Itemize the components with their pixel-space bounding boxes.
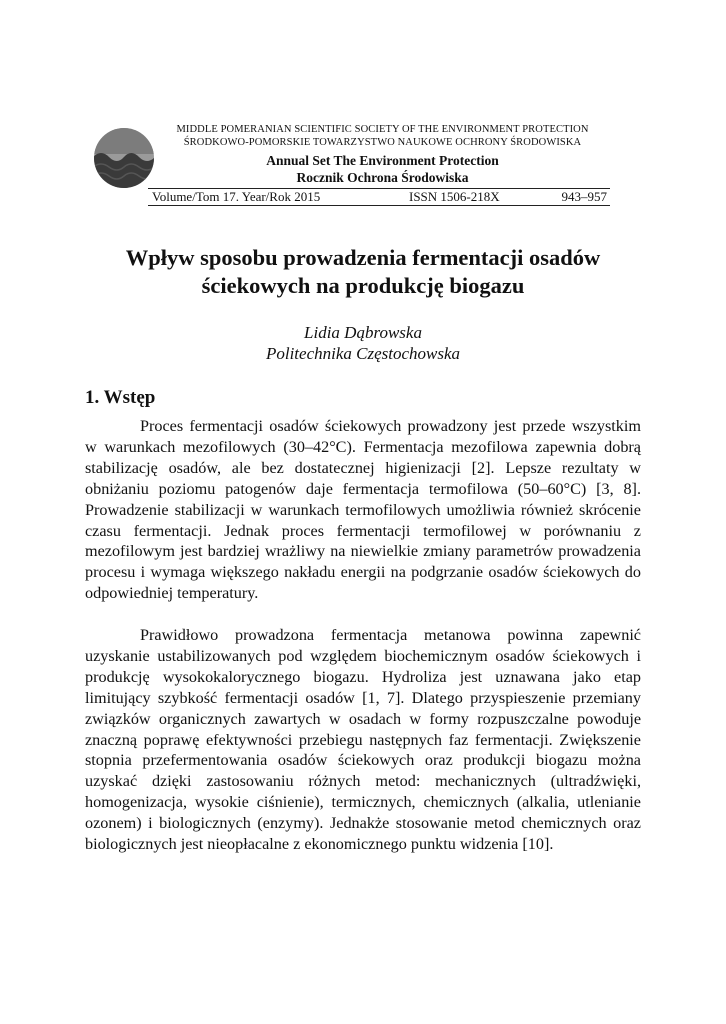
title-line-2: ściekowych na produkcję biogazu	[201, 273, 525, 298]
society-name-en: MIDDLE POMERANIAN SCIENTIFIC SOCIETY OF THE ENVIRONMENT PROTECTION	[176, 124, 589, 135]
page-range: 943–957	[561, 189, 607, 204]
section-heading: 1. Wstęp	[85, 387, 156, 408]
journal-names	[155, 152, 610, 186]
journal-name-en: Annual Set The Environment Protection	[266, 153, 499, 168]
paragraph-2: Prawidłowo prowadzona fermentacja metanowa powinna zapewnić uzyskanie ustabilizowanych pod względem biochemicznym osadów ściekowych i produkcję wysokokalorycznego biogazu. Hydroliza jest uznawana jako etap limitujący szybkość fermentacji osadów [1, 7]. Dlatego przyspieszenie przemiany związków organicznych zawartych w osadach w formy rozpuszczalne powoduje znaczną poprawę efektywności przebiegu następnych faz fermentacji. Zwiększenie stopnia przefermentowania osadów ściekowych oraz produkcji biogazu można uzyskać dzięki zastosowaniu różnych metod: mechanicznych (ultradźwięki, homogenizacja, wysokie ciśnienie), termicznych, chemicznych (alkalia, utlenianie ozonem) i biologicznych (enzymy). Jednakże stosowanie metod chemicznych oraz biologicznych jest nieopłacalne z ekonomicznego punktu widzenia [10].	[85, 626, 641, 854]
article-title	[80, 244, 646, 300]
society-name-pl: ŚRODKOWO-POMORSKIE TOWARZYSTWO NAUKOWE OCHRONY ŚRODOWISKA	[183, 137, 582, 148]
title-line-1: Wpływ sposobu prowadzenia fermentacji osadów	[125, 245, 601, 270]
journal-logo-icon	[93, 127, 155, 189]
issn: ISSN 1506-218X	[409, 189, 500, 204]
society-names	[155, 123, 610, 149]
journal-name-pl: Rocznik Ochrona Środowiska	[296, 170, 469, 185]
paragraph-1: Proces fermentacji osadów ściekowych prowadzony jest przede wszystkim w warunkach mezofilowych (30–42°C). Fermentacja mezofilowa zapewnia dobrą stabilizację osadów, ale bez dostatecznej higienizacji [2]. Lepsze rezultaty w obniżaniu poziomu patogenów daje fermentacja termofilowa (50–60°C) [3, 8]. Prowadzenie stabilizacji w warunkach termofilowych umożliwia również skrócenie czasu fermentacji. Jednak proces fermentacji termofilowej w porównaniu z mezofilowym jest bardziej wrażliwy na niewielkie zmiany parametrów prowadzenia procesu i wymaga większego nakładu energii na podgrzanie osadów ściekowych do odpowiedniej temperatury.	[85, 417, 641, 603]
author-name: Lidia Dąbrowska	[304, 323, 422, 342]
header-rule-bottom	[148, 205, 610, 206]
author-affiliation: Politechnika Częstochowska	[265, 344, 461, 363]
author-block	[80, 322, 646, 364]
volume-row	[152, 189, 607, 205]
volume-info: Volume/Tom 17. Year/Rok 2015	[152, 189, 321, 204]
